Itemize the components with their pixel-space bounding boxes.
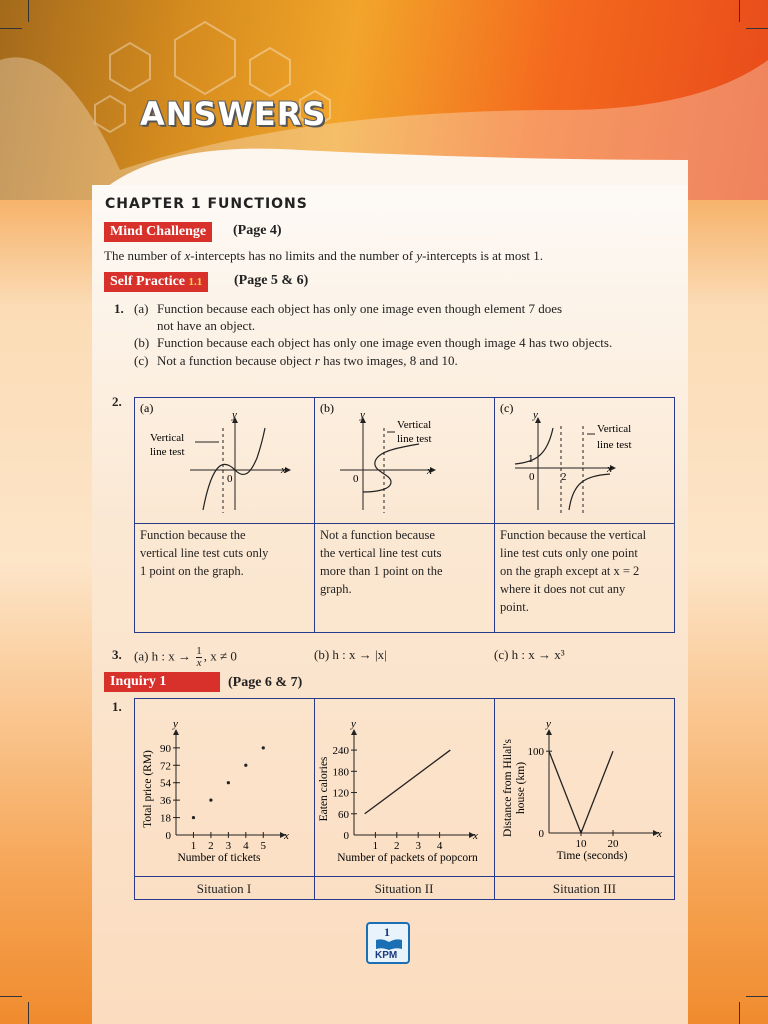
kpm-logo [366,922,410,964]
y-tick-label: 60 [338,808,349,821]
logo-text: KPM [375,950,398,961]
x-axis-label: Time (seconds) [556,850,628,862]
answer-text: Function because each object has only one image even though element 7 does [157,301,563,316]
data-point [227,781,230,784]
answer-text: Not a function because object r has two images, 8 and 10. [157,353,458,368]
x-tick-label: 1 [372,840,379,852]
y-tick-label: 90 [160,742,171,755]
y-tick-label: 0 [343,830,349,842]
situation-label: Situation III [552,881,617,896]
y-tick-label: 240 [332,745,349,758]
answer-text: Function because each object has only one image even though image 4 has two objects. [157,335,613,350]
x-tick-label: 4 [436,840,443,852]
crop-mark [746,28,768,29]
inquiry-tag: Inquiry 1 [104,672,220,692]
y-axis-label: Eaten calories [318,756,330,822]
panel-label: (c) [500,401,514,415]
question-number: 3. [112,647,122,662]
table-divider [134,523,675,524]
mind-challenge-tag: Mind Challenge [104,222,212,242]
answer-label: (b) [134,335,150,350]
crop-mark [746,996,768,997]
question-number: 1. [112,699,122,714]
graph-panel-b [315,398,493,522]
panel-label: (b) [320,401,334,415]
table-divider [134,876,675,877]
panel-caption: Function because the vertical line test cuts only 1 point on the graph. [140,528,269,578]
x-tick-label: 2 [208,840,214,852]
panel-caption: Function because the vertical line test cuts only one point on the graph except at x = 2 where it does not cut any point. [500,528,647,614]
tick-label: 2 [561,471,567,483]
question-number: 1. [114,301,124,316]
x-tick-label: 2 [394,840,400,852]
y-tick-label: 0 [165,830,171,842]
y-tick-label: 0 [538,828,544,840]
panel-label: (a) [140,401,154,415]
x-tick-label: 5 [260,840,267,852]
curve [569,474,610,510]
chapter-heading: CHAPTER 1 FUNCTIONS [105,196,308,212]
y-tick-label: 120 [332,787,349,800]
curve [515,428,553,464]
data-point [209,799,212,802]
y-tick-label: 180 [332,766,349,779]
panel-caption: Not a function because the vertical line test cuts more than 1 point on the graph. [320,528,443,596]
annotation: line test [150,446,185,458]
axis-letter: x [427,465,432,477]
chart-situation-3 [495,699,673,875]
y-tick-label: 100 [527,746,544,759]
mind-challenge-text: The number of x-intercepts has no limits and the number of y-intercepts is at most 1. [104,248,544,263]
answer-label: (c) [134,353,149,368]
y-tick-label: 18 [160,812,171,825]
y-tick-label: 54 [160,777,171,790]
y-axis-label: Distance from Hilal's [502,739,514,837]
y-axis-label: Total price (RM) [142,750,154,828]
chart-situation-1 [135,699,313,875]
crop-mark [0,28,22,29]
annotation: Vertical [597,423,632,435]
x-tick-label: 1 [190,840,197,852]
annotation: line test [597,439,632,451]
x-tick-label: 10 [575,838,587,850]
data-point [262,746,265,749]
axis-letter: x [473,830,478,842]
crop-mark [739,0,740,22]
axis-letter: y [360,409,365,421]
chart-situation-2 [315,699,493,875]
self-practice-page: (Page 5 & 6) [234,273,309,288]
question-number: 2. [112,394,122,409]
situation-label: Situation I [196,881,252,896]
self-practice-tag: Self Practice 1.1 [104,272,208,292]
crop-mark [739,1002,740,1024]
header-banner [0,0,768,200]
axis-letter: y [546,718,551,730]
x-tick-label: 4 [243,840,249,852]
axis-letter: y [533,409,538,421]
tick-label: 1 [528,453,534,465]
axis-letter: y [173,718,178,730]
inquiry-page: (Page 6 & 7) [228,675,303,690]
x-tick-label: 3 [415,840,421,852]
y-axis-label: house (km) [515,761,527,815]
page-title: ANSWERS [140,95,327,133]
axis-letter: x [657,828,662,840]
x-axis-label: Number of tickets [177,852,261,864]
data-line [365,750,451,814]
x-axis-label: Number of packets of popcorn [337,852,478,864]
y-tick-label: 72 [160,760,171,773]
crop-mark [28,0,29,22]
book-icon [374,938,404,950]
graph-panel-a [135,398,313,522]
answer-3b: (b) h : x → |x| [314,647,387,662]
x-tick-label: 20 [607,838,619,850]
situation-label: Situation II [374,881,434,896]
axis-letter: y [232,409,237,421]
axis-letter: y [351,718,356,730]
data-line [549,751,613,833]
axis-letter: x [281,464,286,476]
mind-challenge-page: (Page 4) [233,223,282,238]
data-point [244,764,247,767]
page-number: 1 [384,925,390,939]
y-tick-label: 36 [160,795,171,808]
x-tick-label: 3 [225,840,232,852]
axis-letter: x [607,463,612,475]
hexagon-pattern [0,0,768,200]
origin-label: 0 [353,473,359,485]
axis-letter: x [284,830,289,842]
crop-mark [0,996,22,997]
crop-mark [28,1002,29,1024]
curve [363,444,419,492]
answer-3a: (a) h : x → $\frac{1}{x}$ , x ≠ 0 [134,645,237,669]
answer-3c: (c) h : x → x³ [494,647,565,662]
graph-panel-c [495,398,673,522]
origin-label: 0 [227,473,233,485]
curve [203,428,265,510]
data-point [192,816,195,819]
annotation: Vertical [397,419,432,431]
answer-label: (a) [134,301,149,316]
annotation: Vertical [150,432,185,444]
arrow-icon [285,467,291,473]
annotation: line test [397,433,432,445]
answer-text: not have an object. [157,318,256,333]
origin-label: 0 [529,471,535,483]
